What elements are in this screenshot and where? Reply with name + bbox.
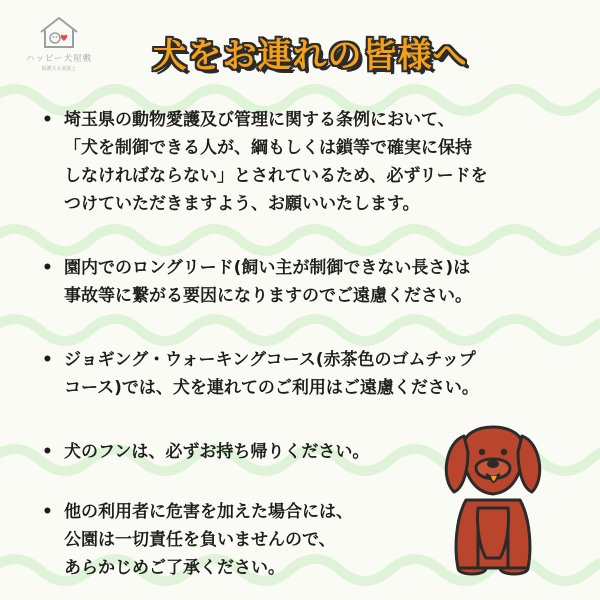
logo-subtitle: 保護犬＆家族と	[41, 66, 77, 72]
logo-name: ハッピー犬屋敷	[25, 54, 93, 64]
notice-line: 犬のフンは、必ずお持ち帰りください。	[64, 442, 370, 462]
notice-line: 公園は一切責任を負いませんので、	[64, 530, 336, 550]
bullet: •	[42, 502, 53, 522]
notice-item-leash-required	[36, 106, 556, 218]
bullet: •	[42, 350, 53, 370]
notice-line: しなければならない」とされているため、必ずリードを	[64, 166, 488, 186]
bullet: •	[42, 258, 53, 278]
notice-line: 「犬を制御できる人が、綱もしくは鎖等で確実に保持	[64, 138, 472, 158]
notice-item-jogging-course	[36, 346, 556, 402]
bullet: •	[42, 110, 53, 130]
notice-item-long-leash	[36, 254, 556, 310]
notice-line: ジョギング・ウォーキングコース(赤茶色のゴムチップ	[64, 350, 476, 370]
notice-line: つけていただきますよう、お願いいたします。	[64, 194, 420, 214]
notice-line: 事故等に繋がる要因になりますのでご遠慮ください。	[64, 286, 472, 306]
notice-line: 他の利用者に危害を加えた場合には、	[64, 502, 353, 522]
notice-line: 埼玉県の動物愛護及び管理に関する条例において、	[64, 110, 455, 130]
notice-line: 園内でのロングリード(飼い主が制御できない長さ)は	[64, 258, 471, 278]
page-title: 犬をお連れの皆様へ	[152, 36, 468, 76]
bullet: •	[42, 442, 53, 462]
logo	[14, 14, 104, 72]
house-dog-heart-icon	[37, 14, 81, 50]
dog-illustration	[428, 408, 558, 578]
notice-line: あらかじめご了承ください。	[64, 558, 285, 578]
notice-line: コース)では、犬を連れてのご利用はご遠慮ください。	[64, 378, 479, 398]
